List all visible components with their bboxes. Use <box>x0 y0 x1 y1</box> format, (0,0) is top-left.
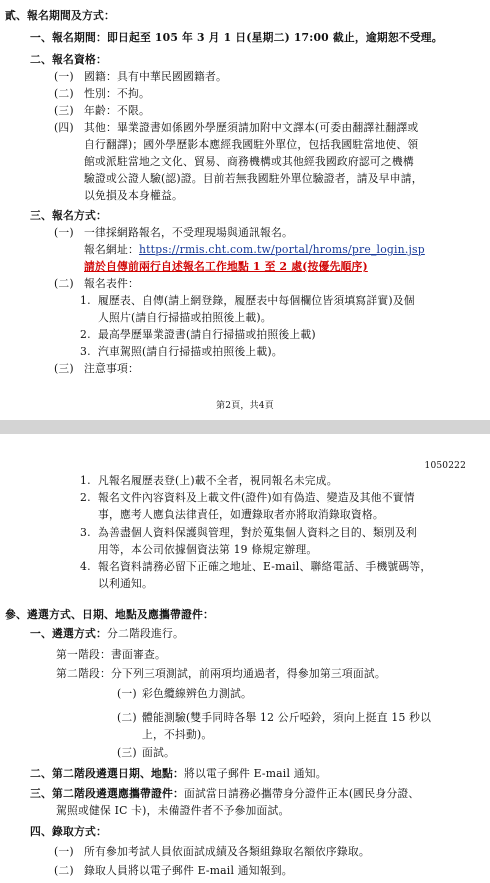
stage-two-docs-line: 駕照或健保 IC 卡)，未備證件者不予參加面試。 <box>56 804 290 817</box>
stage-one-label: 第一階段： <box>56 648 111 661</box>
note-line: 用等，本公司依據個資法第 19 條規定辦理。 <box>98 543 318 556</box>
qualification-other-line: 館或派駐當地之文化、貿易、商務機構或其他經我國政府認可之機構 <box>84 155 414 168</box>
test-line: 上，不抖動)。 <box>142 728 213 741</box>
item-number: (二) <box>54 87 74 100</box>
item-number: 1. <box>80 294 91 307</box>
item-number: 2. <box>80 491 91 504</box>
item-number: (二) <box>54 864 74 877</box>
qualification-other-line: 驗證或公證人驗(認)證。目前若無我國駐外單位驗證者，請及早申請， <box>84 172 423 185</box>
registration-period-text: 即日起至 105 年 3 月 1 日(星期二) 17:00 截止，逾期恕不受理。 <box>106 31 443 44</box>
qualification-other-line: 其他：畢業證書如係國外學歷須請加附中文譯本(可委由翻譯社翻譯或 <box>84 121 419 134</box>
note-line: 報名文件內容資料及上載文件(證件)如有偽造、變造及其他不實情 <box>98 491 415 504</box>
notes-heading <box>54 361 139 377</box>
stage-two-docs-label: 三、第二階段遴選應攜帶證件： <box>30 787 184 800</box>
note-line: 報名資料請務必留下正確之地址、E-mail、聯絡電話、手機號碼等， <box>98 560 432 573</box>
item-number: 1. <box>80 474 91 487</box>
item-number: 2. <box>80 328 91 341</box>
item-number: 4. <box>80 560 91 573</box>
item-text: 性別：不拘。 <box>84 87 150 100</box>
item-number: 3. <box>80 345 91 358</box>
item-number: (三) <box>54 104 74 117</box>
selection-method <box>30 626 184 642</box>
form-item-line: 履歷表、自傳(請上網登錄，履歷表中每個欄位皆須填寫詳實)及個 <box>98 294 415 307</box>
stage-two-label: 第二階段： <box>56 667 111 680</box>
stage-two-date-label: 二、第二階段遴選日期、地點： <box>30 767 184 780</box>
stage-one-text: 書面審查。 <box>110 648 166 661</box>
stage-two-text: 分下列三項測試，前兩項均通過者，得參加第三項面試。 <box>110 667 386 680</box>
page-footer: 第2頁，共4頁 <box>216 401 274 411</box>
forms-heading <box>54 276 139 292</box>
method-label: 三、報名方式： <box>30 209 107 222</box>
registration-period <box>30 30 443 46</box>
item-number: (二) <box>117 711 137 724</box>
note-line: 以利通知。 <box>98 577 153 590</box>
item-number: (二) <box>54 277 74 290</box>
qualification-item <box>54 86 150 102</box>
form-item-line: 最高學歷畢業證書(請自行掃描或拍照後上載) <box>98 328 316 341</box>
registration-url-line <box>84 242 425 258</box>
qualification-other-line: 以免損及本身權益。 <box>84 189 183 202</box>
section-title-selection: 參、遴選方式、日期、地點及應攜帶證件： <box>5 608 214 621</box>
document-id: 1050222 <box>424 461 466 471</box>
stage-two-docs <box>30 786 419 802</box>
document-page-3 <box>0 434 490 883</box>
stage-two-date <box>30 766 327 782</box>
note-line: 為善盡個人資料保護與管理，對於蒐集個人資料之目的、類別及利 <box>98 526 417 539</box>
registration-period-label: 一、報名期間： <box>30 31 107 44</box>
note-line: 事，應考人應負法律責任，如遭錄取者亦將取消錄取資格。 <box>98 508 384 521</box>
item-number: 3. <box>80 526 91 539</box>
selection-method-text: 分二階段進行。 <box>106 627 184 640</box>
form-item-line: 汽車駕照(請自行掃描或拍照後上載)。 <box>98 345 283 358</box>
admission-item <box>54 863 293 879</box>
item-text: 國籍：具有中華民國國籍者。 <box>84 70 227 83</box>
page-separator <box>0 420 490 434</box>
qualification-item <box>54 103 150 119</box>
item-number: (一) <box>117 687 137 700</box>
item-text: 錄取人員將以電子郵件 E-mail 通知報到。 <box>84 864 293 877</box>
stage-two <box>56 666 386 682</box>
stage-two-docs-line: 面試當日請務必攜帶身分證件正本(國民身分證、 <box>183 787 420 800</box>
qualification-item <box>54 69 227 85</box>
section-title-registration: 貳、報名期間及方式： <box>5 9 115 22</box>
item-number: (一) <box>54 226 74 239</box>
notes-label: 注意事項： <box>84 362 139 375</box>
note-line: 凡報名履歷表登(上)載不全者，視同報名未完成。 <box>98 474 338 487</box>
item-text: 一律採網路報名，不受理現場與通訊報名。 <box>84 226 293 239</box>
url-label: 報名網址： <box>84 243 139 256</box>
test-line: 體能測驗(雙手同時各舉 12 公斤啞鈴，須向上挺直 15 秒以 <box>142 711 432 724</box>
document-page-2 <box>0 0 490 420</box>
item-number: (三) <box>54 362 74 375</box>
qualification-other-line: 自行翻譯)；國外學歷影本應經我國駐外單位，包括我國駐當地使、領 <box>84 138 419 151</box>
item-text: 年齡：不限。 <box>84 104 150 117</box>
registration-url-link[interactable]: https://rmis.cht.com.tw/portal/hroms/pre_login.jsp <box>138 243 425 256</box>
stage-two-date-text: 將以電子郵件 E-mail 通知。 <box>183 767 327 780</box>
item-number: (四) <box>54 121 74 134</box>
form-item-line: 人照片(請自行掃描或拍照後上載)。 <box>98 311 272 324</box>
item-text: 所有參加考試人員依面試成績及各類組錄取名額依序錄取。 <box>84 845 370 858</box>
test-line: 面試。 <box>142 746 175 759</box>
item-number: (一) <box>54 845 74 858</box>
admission-label: 四、錄取方式： <box>30 825 107 838</box>
qualification-label: 二、報名資格： <box>30 53 107 66</box>
item-number: (三) <box>117 746 137 759</box>
item-number: (一) <box>54 70 74 83</box>
test-line: 彩色纜線辨色力測試。 <box>142 687 252 700</box>
forms-label: 報名表件： <box>84 277 139 290</box>
priority-notice: 請於自傳前兩行自述報名工作地點 1 至 2 處(按優先順序) <box>84 260 368 273</box>
admission-item <box>54 844 370 860</box>
selection-method-label: 一、遴選方式： <box>30 627 107 640</box>
stage-one <box>56 647 166 663</box>
online-only-item <box>54 225 293 241</box>
